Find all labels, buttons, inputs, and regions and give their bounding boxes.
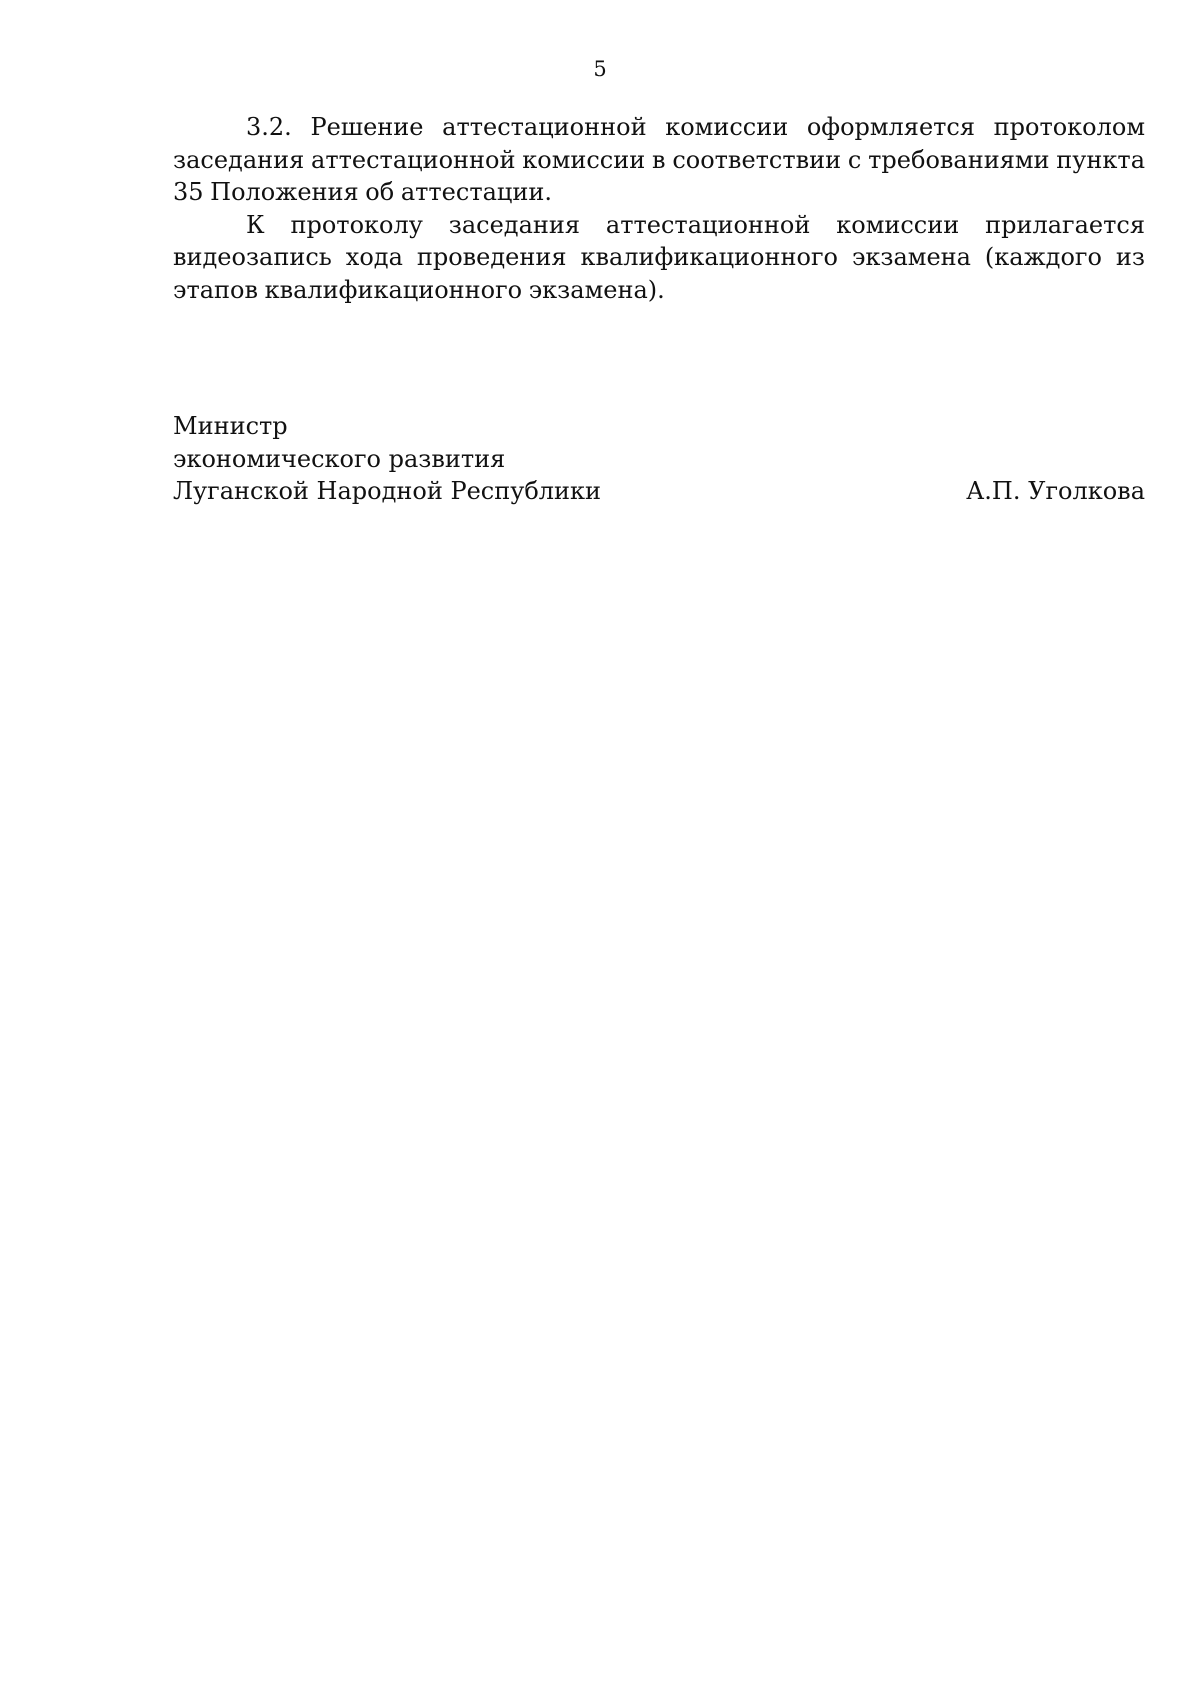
signatory-title-line-2: экономического развития (173, 444, 506, 473)
signature-row (173, 475, 1145, 508)
document-body (173, 111, 1145, 306)
signature-block (173, 410, 1145, 508)
signatory-name: А.П. Уголкова (966, 477, 1145, 505)
paragraph-3-2: 3.2. Решение аттестационной комиссии оформляется протоколом заседания аттестационной комиссии в соответствии с требованиями пункта 35 Положения об аттестации. (173, 113, 1145, 206)
page-number: 5 (593, 57, 607, 81)
signatory-title-line-3: Луганской Народной Республики (173, 477, 602, 505)
paragraph-video-attachment: К протоколу заседания аттестационной комиссии прилагается видеозапись хода проведения квалификационного экзамена (каждого из этапов квалификационного экзамена). (173, 210, 1145, 304)
signatory-title-line-1: Министр (173, 412, 288, 440)
